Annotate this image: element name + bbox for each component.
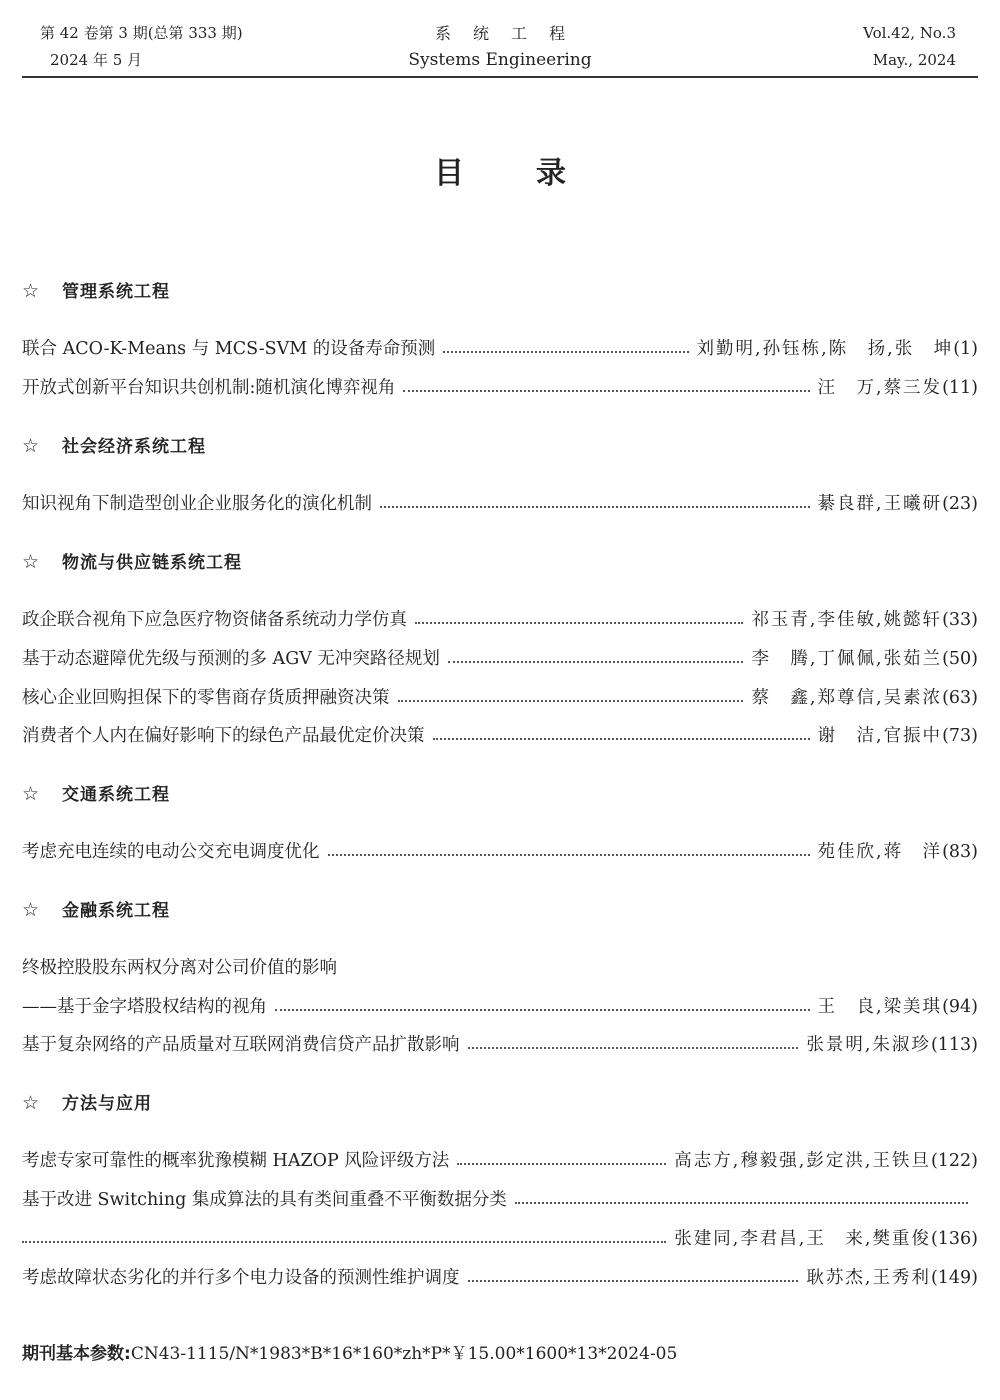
article-authors <box>751 684 978 712</box>
section-name: 物流与供应链系统工程 <box>62 553 242 573</box>
parameters-label: 期刊基本参数: <box>22 1344 131 1364</box>
star-icon: ☆ <box>22 783 41 805</box>
authors: 苑佳欣,蒋 洋 <box>817 842 943 862</box>
section-name: 管理系统工程 <box>62 282 170 302</box>
toc-entry[interactable] <box>22 684 978 712</box>
toc-entry[interactable] <box>22 490 978 518</box>
leader-dots <box>328 854 810 856</box>
toc-entry-title-line[interactable] <box>22 954 978 982</box>
article-authors <box>697 335 978 363</box>
authors: 张景明,朱淑珍 <box>806 1035 931 1055</box>
authors: 蔡 鑫,郑尊信,吴素浓 <box>751 688 943 708</box>
article-subtitle: ——基于金字塔股权结构的视角 <box>22 997 267 1017</box>
section-name: 方法与应用 <box>62 1094 152 1114</box>
leader-dots <box>457 1163 666 1165</box>
section-name: 社会经济系统工程 <box>62 437 206 457</box>
leader-dots <box>22 1241 666 1243</box>
toc-entry[interactable] <box>22 374 978 402</box>
toc-entry-continuation[interactable] <box>22 1225 978 1253</box>
article-title: 基于动态避障优先级与预测的多 AGV 无冲突路径规划 <box>22 649 440 669</box>
page-number: (33) <box>942 610 978 630</box>
article-title: 终极控股股东两权分离对公司价值的影响 <box>22 958 337 978</box>
section-heading <box>22 781 170 807</box>
article-title: 联合 ACO-K-Means 与 MCS-SVM 的设备寿命预测 <box>22 339 436 359</box>
article-authors <box>818 374 979 402</box>
authors: 祁玉青,李佳敏,姚懿轩 <box>751 610 943 630</box>
page-number: (113) <box>930 1035 978 1055</box>
page-number: (136) <box>930 1229 978 1249</box>
toc-entry[interactable] <box>22 993 978 1021</box>
toc-entry[interactable] <box>22 722 978 750</box>
toc-entry[interactable] <box>22 606 978 634</box>
star-icon: ☆ <box>22 435 41 457</box>
leader-dots <box>448 661 744 663</box>
star-icon: ☆ <box>22 1092 41 1114</box>
authors: 汪 万,蔡三发 <box>817 378 943 398</box>
leader-dots <box>468 1280 799 1282</box>
page-number: (83) <box>942 842 978 862</box>
authors: 李 腾,丁佩佩,张茹兰 <box>751 649 943 669</box>
authors: 刘勤明,孙钰栋,陈 扬,张 坤 <box>696 339 954 359</box>
section-name: 金融系统工程 <box>62 901 170 921</box>
leader-dots <box>398 700 744 702</box>
toc-entry[interactable] <box>22 838 978 866</box>
article-authors <box>806 1264 978 1292</box>
star-icon: ☆ <box>22 280 41 302</box>
article-authors <box>818 490 979 518</box>
leader-dots <box>275 1009 810 1011</box>
parameters-value: CN43-1115/N*1983*B*16*160*zh*P*￥15.00*1600*13*2024-05 <box>130 1344 678 1364</box>
toc-entry[interactable] <box>22 335 978 363</box>
toc-entry[interactable] <box>22 1264 978 1292</box>
leader-dots <box>380 506 810 508</box>
article-authors <box>818 993 979 1021</box>
volume-issue-en: Vol.42, No.3 <box>863 24 956 42</box>
star-icon: ☆ <box>22 551 41 573</box>
leader-dots <box>468 1047 799 1049</box>
toc-entry-title-line[interactable] <box>22 1186 978 1214</box>
article-authors <box>806 1031 978 1059</box>
toc-entry[interactable] <box>22 1147 978 1175</box>
page-number: (94) <box>942 997 978 1017</box>
section-heading <box>22 897 170 923</box>
issue-date-en: May., 2024 <box>872 51 956 69</box>
article-authors <box>751 645 978 673</box>
article-title: 知识视角下制造型创业企业服务化的演化机制 <box>22 494 372 514</box>
article-title: 考虑故障状态劣化的并行多个电力设备的预测性维护调度 <box>22 1268 460 1288</box>
authors: 张建同,李君昌,王 来,樊重俊 <box>674 1229 931 1249</box>
article-title: 核心企业回购担保下的零售商存货质押融资决策 <box>22 688 390 708</box>
page-number: (23) <box>942 494 978 514</box>
leader-dots <box>515 1202 968 1204</box>
toc-entry[interactable] <box>22 645 978 673</box>
journal-parameters <box>22 1340 677 1368</box>
page-number: (11) <box>942 378 978 398</box>
section-heading <box>22 433 206 459</box>
issue-info-en <box>863 20 956 74</box>
leader-dots <box>433 738 810 740</box>
article-authors <box>674 1147 978 1175</box>
section-heading <box>22 278 170 304</box>
article-title: 基于改进 Switching 集成算法的具有类间重叠不平衡数据分类 <box>22 1190 507 1210</box>
article-title: 考虑专家可靠性的概率犹豫模糊 HAZOP 风险评级方法 <box>22 1151 450 1171</box>
article-authors <box>818 838 979 866</box>
section-name: 交通系统工程 <box>62 785 170 805</box>
article-authors <box>751 606 978 634</box>
journal-name-en: Systems Engineering <box>408 50 592 70</box>
article-title: 基于复杂网络的产品质量对互联网消费信贷产品扩散影响 <box>22 1035 460 1055</box>
section-heading <box>22 549 242 575</box>
running-header <box>22 14 978 78</box>
page-number: (1) <box>953 339 978 359</box>
page-number: (63) <box>942 688 978 708</box>
page-number: (122) <box>930 1151 978 1171</box>
page-number: (50) <box>942 649 978 669</box>
authors: 王 良,梁美琪 <box>817 997 943 1017</box>
article-title: 考虑充电连续的电动公交充电调度优化 <box>22 842 320 862</box>
leader-dots <box>415 622 743 624</box>
article-title: 政企联合视角下应急医疗物资储备系统动力学仿真 <box>22 610 407 630</box>
article-authors <box>818 722 979 750</box>
article-title: 开放式创新平台知识共创机制:随机演化博弈视角 <box>22 378 396 398</box>
issue-date-cn: 2024 年 5 月 <box>50 51 143 69</box>
toc-entry[interactable] <box>22 1031 978 1059</box>
page-number: (149) <box>930 1268 978 1288</box>
authors: 高志方,穆毅强,彭定洪,王铁旦 <box>674 1151 931 1171</box>
page-title: 目录 <box>434 156 638 191</box>
journal-name <box>22 20 978 74</box>
leader-dots <box>403 390 809 392</box>
authors: 綦良群,王曦研 <box>817 494 943 514</box>
article-authors <box>674 1225 978 1253</box>
star-icon: ☆ <box>22 899 41 921</box>
section-heading <box>22 1090 152 1116</box>
leader-dots <box>443 351 688 353</box>
authors: 谢 洁,官振中 <box>817 726 943 746</box>
page-number: (73) <box>942 726 978 746</box>
volume-issue: 第 42 卷第 3 期(总第 333 期) <box>40 24 243 42</box>
journal-name-cn: 系统工程 <box>434 24 587 43</box>
article-title: 消费者个人内在偏好影响下的绿色产品最优定价决策 <box>22 726 425 746</box>
authors: 耿苏杰,王秀利 <box>806 1268 931 1288</box>
